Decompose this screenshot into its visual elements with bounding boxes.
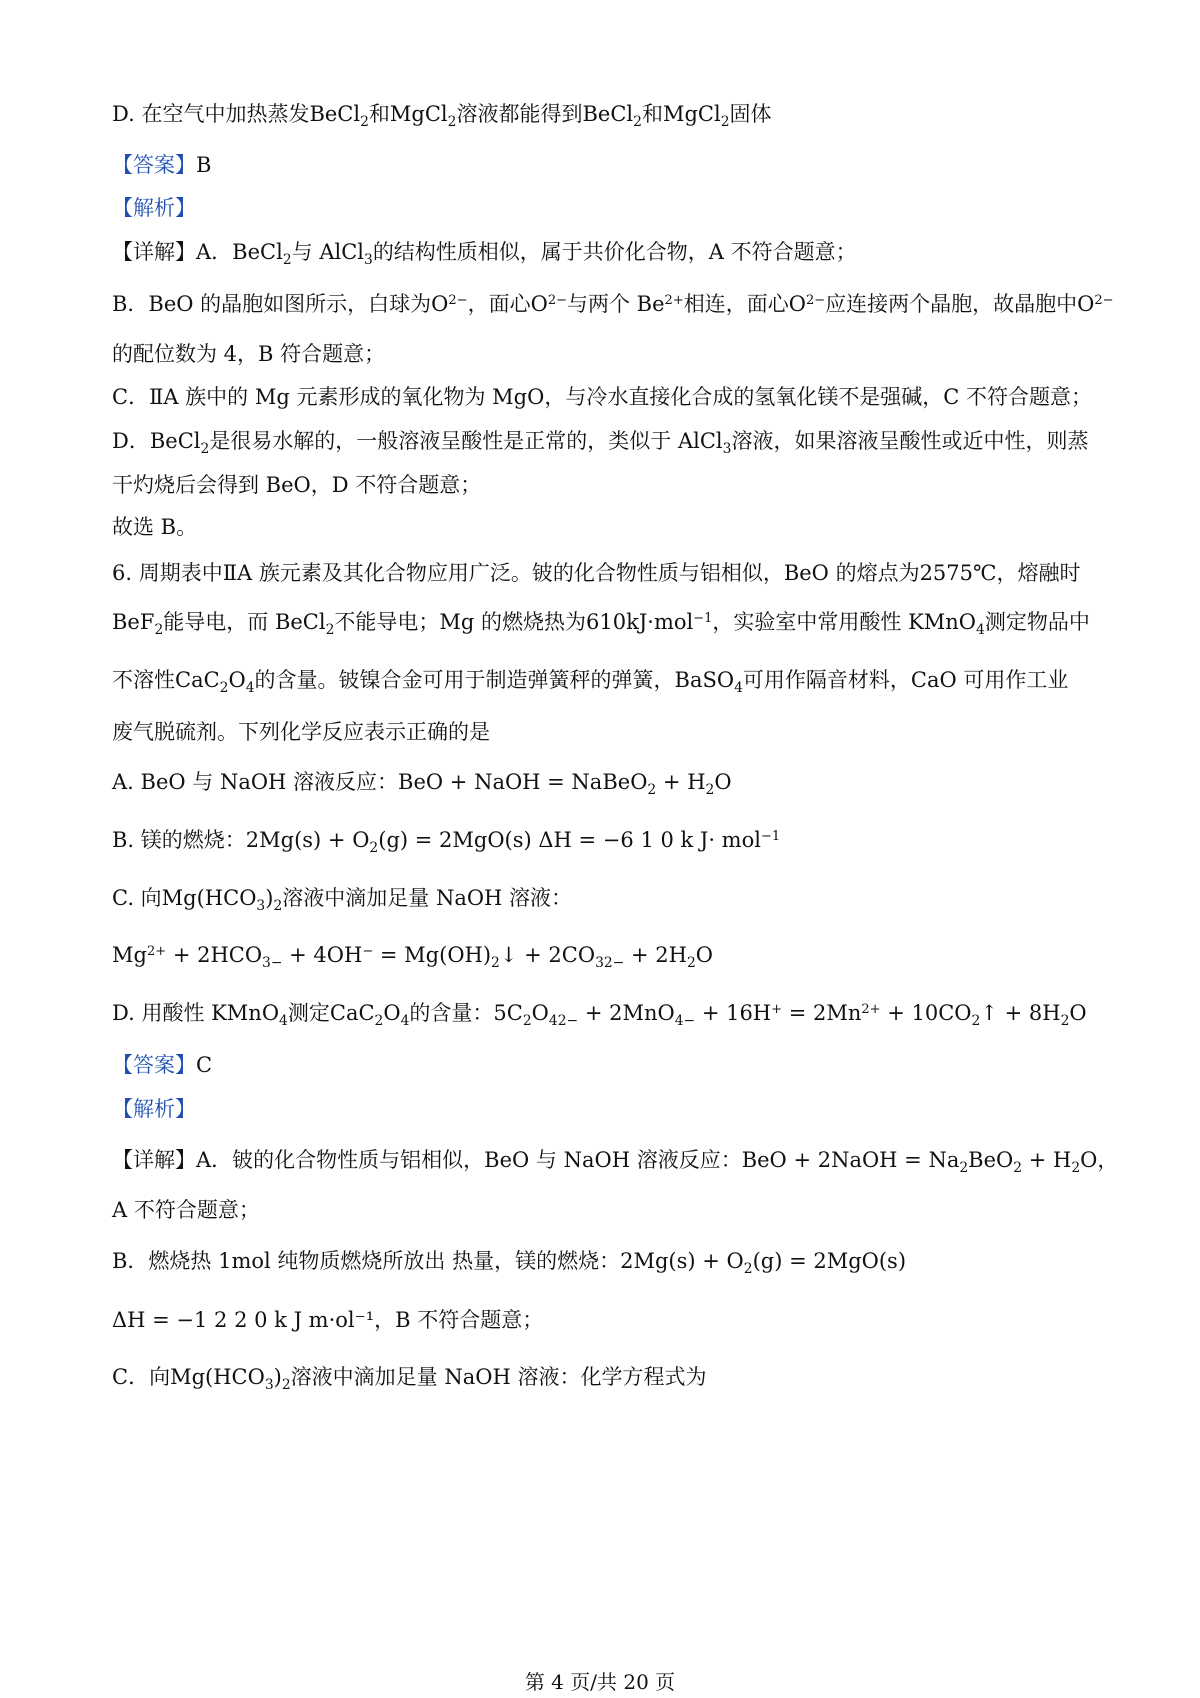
detail-6-c: C．向$Mg(HCO_3)_2$溶液中滴加足量 NaOH 溶液：化学方程式为 xyxy=(112,1365,707,1393)
option-b: B. 镁的燃烧：$2Mg(s) + O_2(g) = 2MgO(s) \Delta H = -6$ 1 0 k J· mol$^{-1}$ xyxy=(112,828,781,856)
conclusion: 故选 B。 xyxy=(112,515,198,539)
detail-b: B．BeO 的晶胞如图所示，白球为$O^{2-}$，面心$O^{2-}$与两个 $Be^{2+}$相连，面心$O^{2-}$应连接两个晶胞，故晶胞中$O^{2-}$ xyxy=(112,292,1114,316)
detail-6-a-cont: A 不符合题意； xyxy=(112,1198,260,1222)
answer-line-2: 【答案】C xyxy=(112,1053,213,1077)
detail-a: 【详解】A．BeCl$_2$与 AlCl$_3$的结构性质相似，属于共价化合物，A 不符合题意； xyxy=(112,240,857,268)
answer-tag: 【答案】 xyxy=(112,1053,196,1077)
question-6-line-4: 废气脱硫剂。下列化学反应表示正确的是 xyxy=(112,720,490,744)
option-c: C. 向$Mg(HCO_3)_2$溶液中滴加足量 NaOH 溶液： xyxy=(112,886,573,914)
analysis-line xyxy=(112,196,196,221)
question-6-line-1: 6. 周期表中ⅡA 族元素及其化合物应用广泛。铍的化合物性质与铝相似，BeO 的熔点为2575℃，熔融时 xyxy=(112,561,1081,585)
detail-d-cont: 干灼烧后会得到 BeO，D 不符合题意； xyxy=(112,473,482,497)
detail-6-b: B．燃烧热 1mol 纯物质燃烧所放出 热量，镁的燃烧：$2Mg(s) + O_2(g) = 2MgO(s)$ xyxy=(112,1249,907,1277)
detail-d: D．BeCl$_2$是很易水解的，一般溶液呈酸性是正常的，类似于 AlCl$_3$溶液，如果溶液呈酸性或近中性，则蒸 xyxy=(112,429,1089,457)
answer-tag: 【答案】 xyxy=(112,153,196,177)
detail-6-b-cont: ΔH = −1 2 2 0 k J m·ol⁻¹，B 不符合题意； xyxy=(112,1308,544,1332)
detail-6-a: 【详解】A．铍的化合物性质与铝相似，BeO 与 NaOH 溶液反应：BeO + 2NaOH = $Na_2BeO_2 + H_2O$， xyxy=(112,1148,1119,1176)
option-d: D. 用酸性 KMnO$_4$测定$CaC_2O_4$的含量：$5C_2O_{42-} + 2MnO_{4-} + 16H^+ = 2Mn^{2+}$ + $10CO_2↑ + 8H_2O$ xyxy=(112,1001,1087,1029)
option-d-text: D. 在空气中加热蒸发BeCl$_2$和MgCl$_2$溶液都能得到BeCl$_2$和MgCl$_2$固体 xyxy=(112,102,772,130)
detail-b-cont: 的配位数为 4，B 符合题意； xyxy=(112,342,386,366)
analysis-tag: 【解析】 xyxy=(112,196,196,220)
page-footer: 第 4 页/共 20 页 xyxy=(524,1670,676,1694)
answer-line: 【答案】B xyxy=(112,153,212,177)
detail-c: C．ⅡA 族中的 Mg 元素形成的氧化物为 MgO，与冷水直接化合成的氢氧化镁不是强碱，C 不符合题意； xyxy=(112,385,1093,409)
analysis-tag: 【解析】 xyxy=(112,1097,196,1121)
option-c-equation: $Mg^{2+} + 2HCO_{3-} + 4OH^-$ = $Mg(OH)_2↓ + 2CO_{32-} + 2H_2O$ xyxy=(112,943,713,971)
option-a: A. BeO 与 NaOH 溶液反应：BeO + NaOH = NaBeO$_2$ + $H_2O$ xyxy=(112,770,732,798)
question-6-line-3: 不溶性$CaC_2O_4$的含量。铍镍合金可用于制造弹簧秤的弹簧，BaSO$_4$可用作隔音材料，CaO 可用作工业 xyxy=(112,668,1069,696)
question-6-line-2: BeF$_2$能导电，而 BeCl$_2$不能导电；Mg 的燃烧热为610kJ·mol$^{-1}$，实验室中常用酸性 KMnO$_4$测定物品中 xyxy=(112,610,1090,638)
analysis-line-2 xyxy=(112,1097,196,1122)
